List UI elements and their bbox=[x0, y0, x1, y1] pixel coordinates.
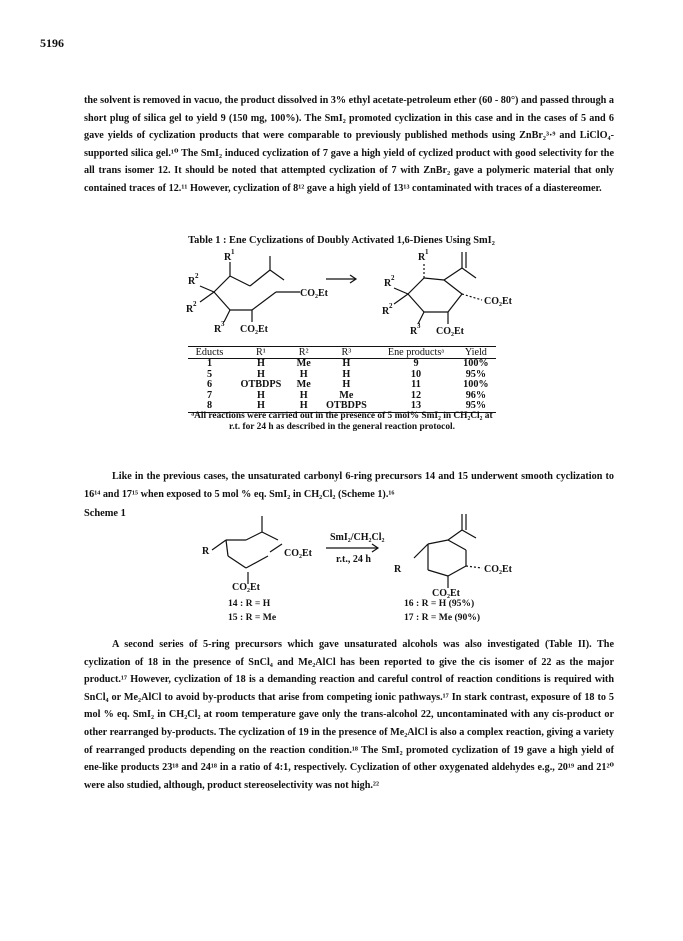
cell-r3: H bbox=[342, 358, 351, 369]
scheme1-reagent: SmI₂/CH₂Cl₂ bbox=[330, 532, 385, 543]
scheme1-label-16: 16 : R = H (95%) bbox=[404, 598, 475, 609]
header-r2: R² bbox=[291, 347, 317, 359]
paragraph-1: the solvent is removed in vacuo, the product dissolved in 3% ethyl acetate-petroleum ether (60 - 80°) and passed through a short plug of silica gel to yield 9 (150 mg, 100%). The SmI₂ promoted cyclization in this case and in the cases of 5 and 6 gave yields of cyclization products that were comparable to previously published methods using ZnBr₂³·⁹ and LiClO₄- supported silica gel.¹⁰ The SmI₂ induced cyclization of 7 gave a high yield of cyclized product with good selectivity for the all trans isomer 12. It should be noted that attempted cyclization of 7 with ZnBr₂ gave a polymeric material that only contained traces of 12.¹¹ However, cyclization of 8¹² gave a high yield of 13¹³ contaminated with traces of a diastereomer. bbox=[84, 95, 614, 194]
r2-left-top-sup: 2 bbox=[195, 272, 199, 280]
cell-r1: H bbox=[256, 358, 265, 369]
r3-left: R bbox=[214, 324, 222, 335]
co2et-left-2: CO₂Et bbox=[240, 324, 268, 335]
header-ene-products: Ene productsᵃ bbox=[376, 347, 456, 359]
cell-yield: 95% bbox=[465, 368, 487, 380]
r3-right-sup: 3 bbox=[417, 322, 421, 330]
cell-educt: 1 bbox=[206, 358, 213, 369]
cell-product: 10 bbox=[410, 368, 422, 380]
cell-r1: H bbox=[256, 368, 265, 380]
cell-r2: H bbox=[299, 368, 308, 380]
r1-left-sup: 1 bbox=[231, 248, 235, 256]
cell-yield: 100% bbox=[463, 379, 489, 390]
r2-right-bottom-sup: 2 bbox=[389, 302, 393, 310]
cell-product: 11 bbox=[411, 379, 421, 390]
cell-product: 13 bbox=[376, 401, 456, 412]
paragraph-2-text: Like in the previous cases, the unsaturated carbonyl 6-ring precursors 14 and 15 underwent smooth cyclization to 16¹⁴ and 17¹⁵ when exposed to 5 mol % eq. SmI₂ in CH₂Cl₂ (Scheme 1).¹⁶ bbox=[84, 471, 614, 500]
header-r1: R¹ bbox=[231, 347, 291, 359]
cell-r2: Me bbox=[296, 379, 311, 390]
scheme1-left-co2et-2: CO₂Et bbox=[232, 582, 260, 593]
scheme1-label-15: 15 : R = Me bbox=[228, 612, 277, 623]
r2-left-top: R bbox=[188, 276, 196, 287]
cell-yield: 96% bbox=[465, 389, 487, 401]
scheme1-label-17: 17 : R = Me (90%) bbox=[404, 612, 481, 623]
r3-right: R bbox=[410, 326, 418, 337]
co2et-right-2: CO₂Et bbox=[436, 326, 464, 337]
header-yield: Yield bbox=[456, 347, 496, 359]
cell-educt: 7 bbox=[206, 389, 213, 401]
scheme1-label: Scheme 1 bbox=[84, 508, 126, 519]
r2-left-bottom-sup: 2 bbox=[193, 300, 197, 308]
cell-product: 12 bbox=[410, 389, 422, 401]
cell-r1: H bbox=[256, 389, 265, 401]
scheme1-right-co2et-2: CO₂Et bbox=[432, 588, 460, 599]
cell-educt: 5 bbox=[206, 368, 213, 380]
r2-left-bottom: R bbox=[186, 304, 194, 315]
cell-r2: H bbox=[299, 389, 308, 401]
r2-right-top-sup: 2 bbox=[391, 274, 395, 282]
cell-educt: 8 bbox=[188, 401, 231, 412]
cell-r2: Me bbox=[296, 358, 311, 369]
scheme1-right-r: R bbox=[394, 564, 402, 575]
co2et-right-1: CO₂Et bbox=[484, 296, 512, 307]
cell-r1: OTBDPS bbox=[240, 379, 282, 390]
cell-r3: H bbox=[342, 379, 351, 390]
paragraph-3 bbox=[84, 636, 614, 794]
table-footnote: ᵃAll reactions were carried out in the presence of 5 mol% SmI₂ in CH₂Cl₂ at r.t. for 24 h as described in the general reaction protocol. bbox=[191, 411, 493, 432]
cell-product: 9 bbox=[413, 358, 419, 369]
cell-r2: H bbox=[291, 401, 317, 412]
header-educts: Educts bbox=[188, 347, 231, 359]
scheme1-label-14: 14 : R = H bbox=[228, 598, 271, 609]
table-caption: Table 1 : Ene Cyclizations of Doubly Activated 1,6-Dienes Using SmI₂ bbox=[188, 235, 495, 246]
header-r3: R³ bbox=[317, 347, 377, 359]
scheme1-left-r: R bbox=[202, 546, 210, 557]
co2et-left-1: CO₂Et bbox=[300, 288, 328, 299]
cell-r1: H bbox=[231, 401, 291, 412]
cell-r3: Me bbox=[339, 389, 354, 401]
scheme1-left-co2et-1: CO₂Et bbox=[284, 548, 312, 559]
r1-right-sup: 1 bbox=[425, 248, 429, 256]
page-number: 5196 bbox=[40, 36, 64, 50]
scheme1-right-co2et-1: CO₂Et bbox=[484, 564, 512, 575]
r3-left-sup: 3 bbox=[221, 320, 225, 328]
cell-r3: H bbox=[342, 368, 351, 380]
cell-yield: 95% bbox=[456, 401, 496, 412]
r1-left: R bbox=[224, 252, 232, 263]
cell-r3: OTBDPS bbox=[317, 401, 377, 412]
paragraph-3-text: A second series of 5-ring precursors which gave unsaturated alcohols was also investigated (Table II). The cyclization of 18 in the presence of SnCl₄ and Me₂AlCl has been reported to give the cis isomer of 22 as the major product.¹⁷ However, cyclization of 18 is a demanding reaction and careful control of reaction conditions is required with SnCl₄ or Me₂AlCl to avoid by-products that arise from competing ionic pathways.¹⁷ In stark contrast, exposure of 18 to 5 mol % eq. SmI₂ in CH₂Cl₂ at room temperature gave only the trans-alcohol 22, uncontaminated with any cis-product or other rearranged by-products. The cyclization of 19 in the presence of Me₂AlCl is also a complex reaction, giving a variety of rearranged products depending on the reaction condition.¹⁸ The SmI₂ promoted cyclization of 19 gave a high yield of ene-like products 23¹⁸ and 24¹⁸ in a ratio of 4:1, respectively. Cyclization of other oxygenated aldehydes e.g., 20¹⁹ and 21²⁰ were also studied, although, product stereoselectivity was not high.²² bbox=[84, 639, 614, 791]
r2-right-bottom: R bbox=[382, 306, 390, 317]
r1-right: R bbox=[418, 252, 426, 263]
r2-right-top: R bbox=[384, 278, 392, 289]
cell-yield: 100% bbox=[463, 358, 489, 369]
scheme1-conditions: r.t., 24 h bbox=[336, 554, 371, 565]
cell-educt: 6 bbox=[206, 379, 213, 390]
